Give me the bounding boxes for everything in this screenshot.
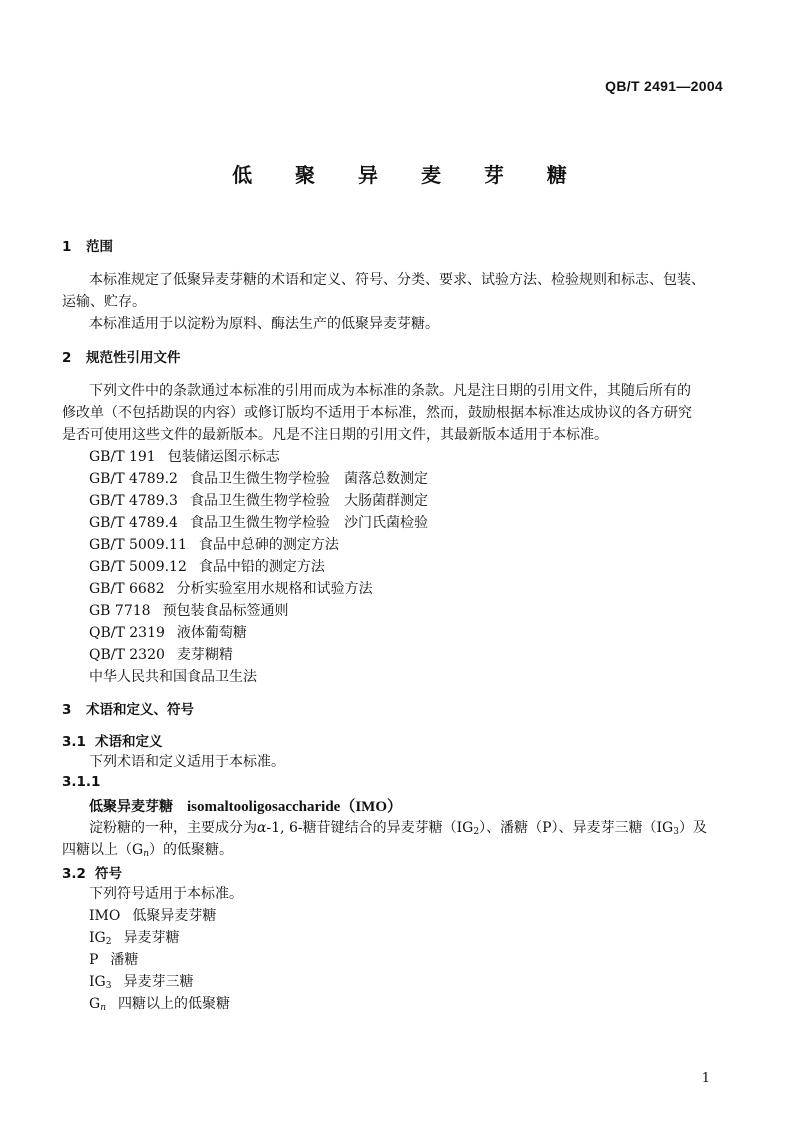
section-2-intro-line1: 下列文件中的条款通过本标准的引用而成为本标准的条款。凡是注日期的引用文件，其随后所有的 xyxy=(89,383,691,399)
term-definition-line1: 淀粉糖的一种，主要成分为α-1, 6-糖苷键结合的异麦芽糖$(IG_2)$、潘糖（P）、异麦芽三糖$(IG_3)$及 xyxy=(89,820,707,837)
symbol-item: $IG_3$ 异麦芽三糖 xyxy=(89,974,194,991)
section-2-intro-line3: 是否可使用这些文件的最新版本。凡是不注日期的引用文件，其最新版本适用于本标准。 xyxy=(62,427,608,443)
section-2-intro-line2: 修改单（不包括勘误的内容）或修订版均不适用于本标准，然而，鼓励根据本标准达成协议的各方研究 xyxy=(62,405,692,421)
section-3-2-text: 下列符号适用于本标准。 xyxy=(89,886,243,902)
section-2-heading: 2 规范性引用文件 xyxy=(62,350,181,366)
section-3-1-1-number: 3.1.1 xyxy=(62,774,101,790)
symbol-item: $IG_2$ 异麦芽糖 xyxy=(89,930,180,947)
section-3-heading: 3 术语和定义、符号 xyxy=(62,702,194,718)
reference-item: GB/T 4789.3 食品卫生微生物学检验 大肠菌群测定 xyxy=(89,493,428,509)
section-3-1-heading: 3.1 术语和定义 xyxy=(62,734,163,750)
reference-item: GB/T 4789.2 食品卫生微生物学检验 菌落总数测定 xyxy=(89,471,428,487)
reference-item: 中华人民共和国食品卫生法 xyxy=(89,669,257,685)
section-1-heading: 1 范围 xyxy=(62,239,113,255)
reference-item: GB/T 191 包装储运图示标志 xyxy=(89,449,280,465)
reference-item: QB/T 2320 麦芽糊精 xyxy=(89,647,233,663)
reference-item: QB/T 2319 液体葡萄糖 xyxy=(89,625,247,641)
reference-item: GB 7718 预包装食品标签通则 xyxy=(89,603,289,619)
section-1-para1-line2: 运输、贮存。 xyxy=(62,294,146,310)
section-1-para1-line1: 本标准规定了低聚异麦芽糖的术语和定义、符号、分类、要求、试验方法、检验规则和标志、包装、 xyxy=(89,272,705,288)
term-entry xyxy=(89,795,402,816)
symbol-item: $G_n$ 四糖以上的低聚糖 xyxy=(89,996,230,1013)
reference-item: GB/T 5009.12 食品中铅的测定方法 xyxy=(89,559,325,575)
standard-code: QB/T 2491—2004 xyxy=(605,78,723,94)
reference-item: GB/T 4789.4 食品卫生微生物学检验 沙门氏菌检验 xyxy=(89,515,428,531)
section-3-2-heading: 3.2 符号 xyxy=(62,866,122,882)
section-3-1-text: 下列术语和定义适用于本标准。 xyxy=(89,754,285,770)
document-title: 低 聚 异 麦 芽 糖 xyxy=(232,163,585,187)
reference-item: GB/T 5009.11 食品中总砷的测定方法 xyxy=(89,537,339,553)
page-number: 1 xyxy=(701,1071,710,1086)
term-chinese: 低聚异麦芽糖 xyxy=(89,799,173,815)
term-definition-line2: 四糖以上$(G_n)$的低聚糖。 xyxy=(62,842,233,859)
symbol-item: P 潘糖 xyxy=(89,952,139,968)
term-english: isomaltooligosaccharide（IMO） xyxy=(187,799,402,815)
section-1-para2: 本标准适用于以淀粉为原料、酶法生产的低聚异麦芽糖。 xyxy=(89,316,439,332)
reference-item: GB/T 6682 分析实验室用水规格和试验方法 xyxy=(89,581,373,597)
symbol-item: IMO 低聚异麦芽糖 xyxy=(89,908,217,924)
